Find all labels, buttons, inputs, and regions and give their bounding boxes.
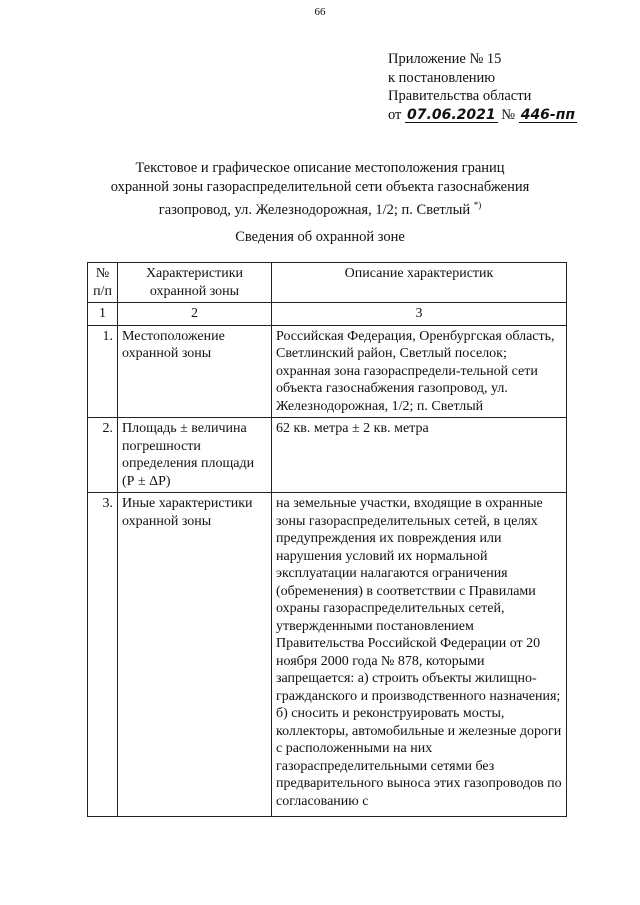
title-line-1: Текстовое и графическое описание местоположения границ [135,160,505,176]
row-characteristic: Площадь ± величина погрешности определения площади (Р ± ΔР) [118,418,272,493]
row-description: Российская Федерация, Оренбургская область, Светлинский район, Светлый поселок; охранная зона газораспредели-тельной сети объекта газоснабжения газопровод, ул. Железнодорожная, 1/2; п. Светлый [272,325,567,418]
handwritten-date: 07.06.2021 [407,106,496,123]
handwritten-number: 446-пп [520,106,576,123]
document-title [0,159,640,219]
table-row [88,418,567,493]
row-description: на земельные участки, входящие в охранные зоны газораспределительных сетей, в целях предупреждения их повреждения или нарушения условий их нормальной эксплуатации налагаются ограничения (обременения) в соответствии с Правилами охраны газораспределительных сетей, утвержденными постановлением Правительства Российской Федерации от 20 ноября 2000 года № 878, которыми запрещается: а) строить объекты жилищно-гражданского и производственного назначения; б) сносить и реконструировать мосты, коллекторы, автомобильные и железные дороги с расположенными на них газораспределительными сетями без предварительного выноса этих газопроводов по согласованию с [276,496,562,809]
appendix-block [388,50,577,124]
appendix-line-1: Приложение № 15 [388,51,502,67]
index-cell: 3 [272,303,567,326]
page-number: 66 [314,6,326,18]
appendix-line-3: Правительства области [388,88,532,104]
footnote-mark: *) [473,200,482,210]
table-row [88,493,567,817]
index-cell: 1 [88,303,118,326]
row-number: 1. [88,325,118,418]
header-description: Описание характеристик [272,263,567,303]
row-number: 3. [88,493,118,817]
title-line-2: охранной зоны газораспределительной сети объекта газоснабжения [110,178,530,195]
table-row [88,325,567,418]
index-cell: 2 [118,303,272,326]
title-line-3 [0,196,640,219]
header-characteristic: Характеристики охранной зоны [118,263,272,303]
table-index-row [88,303,567,326]
header-number: № п/п [88,263,118,303]
number-prefix: № [501,106,516,123]
title-line-3-text: газопровод, ул. Железнодорожная, 1/2; п. Светлый [158,201,471,218]
row-description: 62 кв. метра ± 2 кв. метра [272,418,567,493]
appendix-date-line [388,106,577,125]
row-number: 2. [88,418,118,493]
row-characteristic: Иные характеристики охранной зоны [118,493,272,817]
row-characteristic: Местоположение охранной зоны [118,325,272,418]
zone-table [87,262,567,817]
table-header-row [88,263,567,303]
date-prefix: от [388,106,402,123]
row-description-cell [272,493,567,817]
section-title: Сведения об охранной зоне [235,229,405,245]
appendix-line-2: к постановлению [388,69,496,86]
